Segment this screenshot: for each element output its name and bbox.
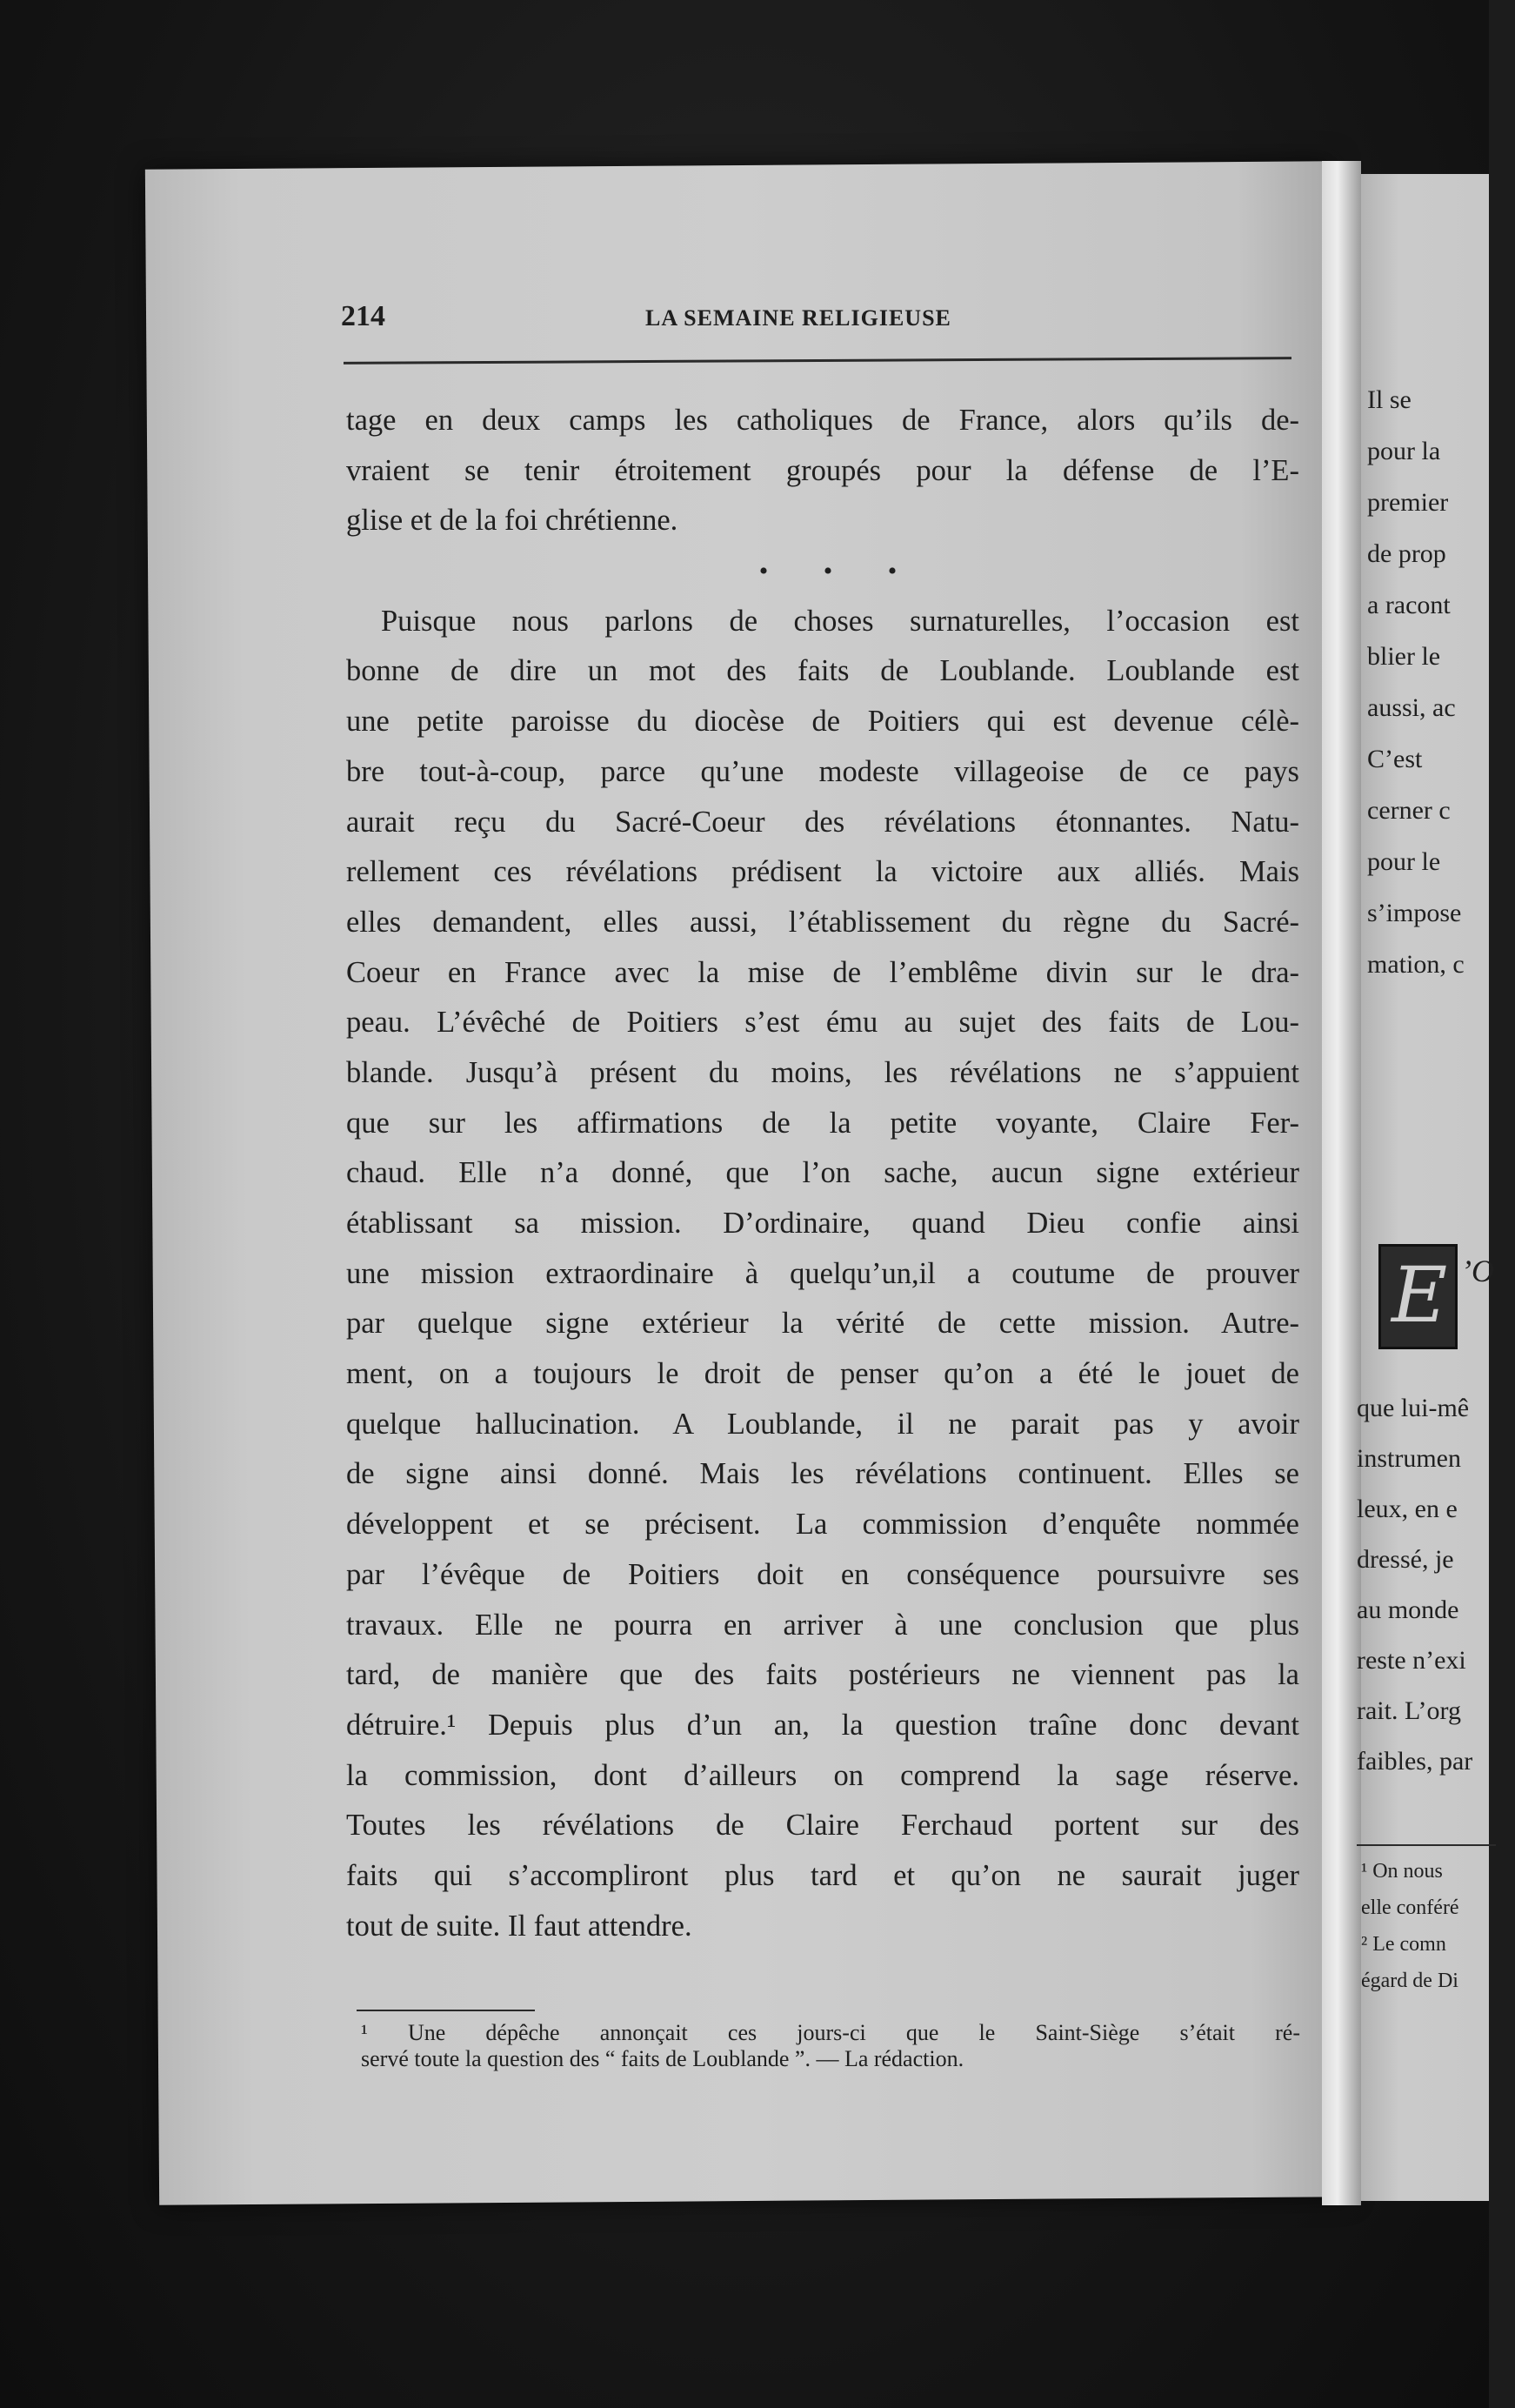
text-line: faits qui s’accompliront plus tard et qu’on ne saurait juger [346, 1858, 1299, 1892]
text-line: aurait reçu du Sacré-Coeur des révélations étonnantes. Natu- [346, 805, 1299, 839]
page-header [341, 300, 1289, 344]
text-line: la commission, dont d’ailleurs on comprend la sage réserve. [346, 1758, 1299, 1792]
text-line: développent et se précisent. La commission d’enquête nommée [346, 1508, 1299, 1542]
text-line: tout de suite. Il faut attendre. [346, 1909, 692, 1943]
text-line: a racont [1367, 591, 1451, 619]
text-line: quelque hallucination. A Loublande, il ne parait pas y avoir [346, 1407, 1299, 1441]
text-line: tage en deux camps les catholiques de France, alors qu’ils de- [346, 404, 1299, 437]
book-gutter [1322, 161, 1361, 2205]
text-line: faibles, par [1357, 1747, 1473, 1776]
text-line: Il se [1367, 385, 1412, 414]
text-line: peau. L’évêché de Poitiers s’est ému au sujet des faits de Lou- [346, 1006, 1299, 1040]
right-page-footnotes [1361, 1853, 1500, 1999]
text-line: par l’évêque de Poitiers doit en conséquence poursuivre ses [346, 1557, 1299, 1591]
text-line: Puisque nous parlons de choses surnaturelles, l’occasion est [381, 604, 1299, 638]
right-footnote-rule [1357, 1844, 1496, 1846]
text-line: rait. L’org [1357, 1696, 1461, 1725]
dropcap-following-text: ’O [1461, 1254, 1494, 1288]
text-line: Toutes les révélations de Claire Ferchaud portent sur des [346, 1809, 1299, 1843]
text-line: au monde [1357, 1595, 1459, 1624]
text-line: une petite paroisse du diocèse de Poitiers qui est devenue célè- [346, 705, 1299, 739]
footnote [361, 2020, 1300, 2072]
text-line: instrumen [1357, 1444, 1461, 1473]
text-line: ment, on a toujours le droit de penser qu’on a été le jouet de [346, 1357, 1299, 1391]
text-line: elles demandent, elles aussi, l’établissement du règne du Sacré- [346, 905, 1299, 939]
text-line: détruire.¹ Depuis plus d’un an, la question traîne donc devant [346, 1708, 1299, 1742]
text-line: bre tout-à-coup, parce qu’une modeste villageoise de ce pays [346, 754, 1299, 788]
text-line: mation, c [1367, 950, 1465, 979]
text-line: s’impose [1367, 899, 1462, 927]
text-line: de prop [1367, 539, 1446, 568]
text-line: C’est [1367, 745, 1423, 773]
ornamental-dropcap [1378, 1244, 1458, 1349]
text-line: chaud. Elle n’a donné, que l’on sache, aucun signe extérieur [346, 1156, 1299, 1190]
text-line: leux, en e [1357, 1495, 1458, 1523]
text-line: glise et de la foi chrétienne. [346, 504, 678, 538]
footnote-line: ² Le comn [1361, 1933, 1446, 1956]
text-line: reste n’exi [1357, 1646, 1466, 1675]
footnote-line: ¹ Une dépêche annonçait ces jours-ci que le Saint-Siège s’était ré- [361, 2020, 1300, 2045]
running-head: LA SEMAINE RELIGIEUSE [645, 305, 951, 331]
text-line: aussi, ac [1367, 693, 1456, 722]
text-line: par quelque signe extérieur la vérité de cette mission. Autre- [346, 1307, 1299, 1341]
section-break-asterism: • • • [758, 557, 922, 586]
footnote-line: ¹ On nous [1361, 1860, 1443, 1883]
text-line: Coeur en France avec la mise de l’emblême divin sur le dra- [346, 955, 1299, 989]
footnote-line: elle conféré [1361, 1896, 1459, 1919]
right-page-text-upper [1367, 374, 1515, 990]
text-line: dressé, je [1357, 1545, 1454, 1574]
text-line: de signe ainsi donné. Mais les révélations continuent. Elles se [346, 1457, 1299, 1491]
text-line: cerner c [1367, 796, 1451, 825]
text-line: blier le [1367, 642, 1441, 671]
text-line: que sur les affirmations de la petite voyante, Claire Fer- [346, 1106, 1299, 1140]
text-line: établissant sa mission. D’ordinaire, quand Dieu confie ainsi [346, 1207, 1299, 1240]
text-line: bonne de dire un mot des faits de Loublande. Loublande est [346, 654, 1299, 688]
right-page-text-lower [1357, 1383, 1505, 1787]
text-line: rellement ces révélations prédisent la victoire aux alliés. Mais [346, 855, 1299, 889]
text-line: travaux. Elle ne pourra en arriver à une conclusion que plus [346, 1608, 1299, 1642]
text-line: blande. Jusqu’à présent du moins, les révélations ne s’appuient [346, 1055, 1299, 1089]
footnote-rule [357, 2010, 535, 2011]
text-line: tard, de manière que des faits postérieurs ne viennent pas la [346, 1658, 1299, 1692]
text-line: pour le [1367, 847, 1441, 876]
page-number: 214 [341, 300, 385, 332]
text-line: vraient se tenir étroitement groupés pour la défense de l’E- [346, 453, 1299, 487]
text-line: pour la [1367, 437, 1441, 465]
body-text [346, 396, 1299, 1951]
footnote-line: servé toute la question des “ faits de Loublande ”. — La rédaction. [361, 2046, 964, 2071]
text-line: une mission extraordinaire à quelqu’un,il a coutume de prouver [346, 1256, 1299, 1290]
text-line: que lui-mê [1357, 1394, 1470, 1422]
dropcap-letter: E [1392, 1250, 1448, 1340]
footnote-line: égard de Di [1361, 1970, 1458, 1992]
text-line: premier [1367, 488, 1449, 517]
